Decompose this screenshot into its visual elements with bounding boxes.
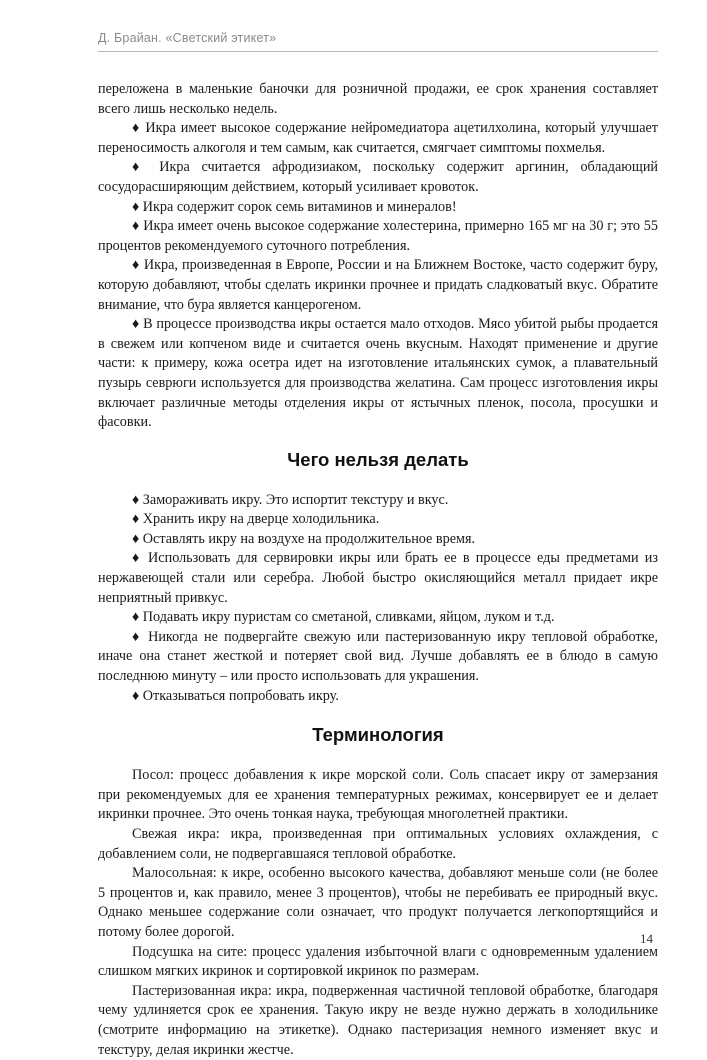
term-paragraph: Малосольная: к икре, особенно высокого качества, добавляют меньше соли (не более 5 процентов и, как правило, менее 3 процентов), чтобы не перебивать ее природный вкус. Однако меньшее содержание соли означает, что продукт получается легкопортящийся и потому более дорогой.: [98, 865, 658, 940]
section-heading-dont: Чего нельзя делать: [287, 448, 469, 470]
bullet-paragraph: ♦ Подавать икру пуристам со сметаной, сливками, яйцом, луком и т.д.: [132, 609, 555, 626]
page-number: 14: [640, 931, 653, 946]
bullet-paragraph: ♦ Оставлять икру на воздухе на продолжительное время.: [132, 530, 476, 547]
term-paragraph: Пастеризованная икра: икра, подверженная частичной тепловой обработке, благодаря чему удлиняется срок ее хранения. Такую икру не везде нужно держать в холодильнике (смотрите информацию на этикетке). Однако пастеризация немного изменяет вкус и текстуру, делая икринки жестче.: [98, 982, 658, 1058]
bullet-paragraph: ♦ Замораживать икру. Это испортит текстуру и вкус.: [132, 491, 449, 508]
term-paragraph: Свежая икра: икра, произведенная при оптимальных условиях охлаждения, с добавлением соли, не подвергавшаяся тепловой обработке.: [98, 826, 658, 862]
term-paragraph: Посол: процесс добавления к икре морской соли. Соль спасает икру от замерзания при рекомендуемых для ее хранения температурных режимах, консервирует ее и делает икринки прочнее. Это очень тонкая наука, требующая многолетней практики.: [98, 767, 658, 823]
running-head: Д. Брайан. «Светский этикет»: [98, 31, 277, 45]
bullet-paragraph: ♦ В процессе производства икры остается мало отходов. Мясо убитой рыбы продается в свежем или копченом виде и считается очень вкусным. Находят применение и другие части: к примеру, кожа осетра идет на изготовление итальянских сумок, а плавательный пузырь севрюги используется для производства желатина. Сам процесс изготовления икры включает различные методы отделения икры от ястычных пленок, посола, просушки и фасовки.: [98, 316, 658, 431]
term-paragraph: Подсушка на сите: процесс удаления избыточной влаги с одновременным удалением слишком мягких икринок и сортировкой икринок по размерам.: [98, 943, 658, 980]
bullet-paragraph: ♦ Никогда не подвергайте свежую или пастеризованную икру тепловой обработке, иначе она станет жесткой и потеряет свой вид. Лучше добавлять ее в блюдо в самую последнюю минуту – или просто использовать для украшения.: [98, 628, 658, 685]
bullet-paragraph: ♦ Использовать для сервировки икры или брать ее в процессе еды предметами из нержавеющей стали или серебра. Любой быстро окисляющийся металл придает икре неприятный привкус.: [98, 550, 658, 606]
page-body: [98, 80, 658, 1060]
section-heading-terminology: Терминология: [312, 724, 444, 746]
paragraph: переложена в маленькие баночки для розничной продажи, ее срок хранения составляет всего лишь несколько недель.: [98, 81, 658, 117]
header-divider: [98, 51, 658, 52]
bullet-paragraph: ♦ Икра имеет очень высокое содержание холестерина, примерно 165 мг на 30 г; это 55 процентов рекомендуемого суточного потребления.: [98, 218, 658, 254]
bullet-paragraph: ♦ Икра считается афродизиаком, поскольку содержит аргинин, обладающий сосудорасширяющим действием, который усиливает кровоток.: [98, 159, 658, 195]
bullet-paragraph: ♦ Отказываться попробовать икру.: [132, 687, 339, 704]
bullet-paragraph: ♦ Икра имеет высокое содержание нейромедиатора ацетилхолина, который улучшает переносимость алкоголя и тем самым, как считается, смягчает симптомы похмелья.: [98, 120, 658, 156]
bullet-paragraph: ♦ Хранить икру на дверце холодильника.: [132, 511, 380, 528]
bullet-paragraph: ♦ Икра содержит сорок семь витаминов и минералов!: [132, 198, 457, 215]
bullet-paragraph: ♦ Икра, произведенная в Европе, России и на Ближнем Востоке, часто содержит буру, которую добавляют, чтобы сделать икринки прочнее и придать сладковатый вкус. Обратите внимание, что бура является канцерогеном.: [98, 257, 658, 313]
